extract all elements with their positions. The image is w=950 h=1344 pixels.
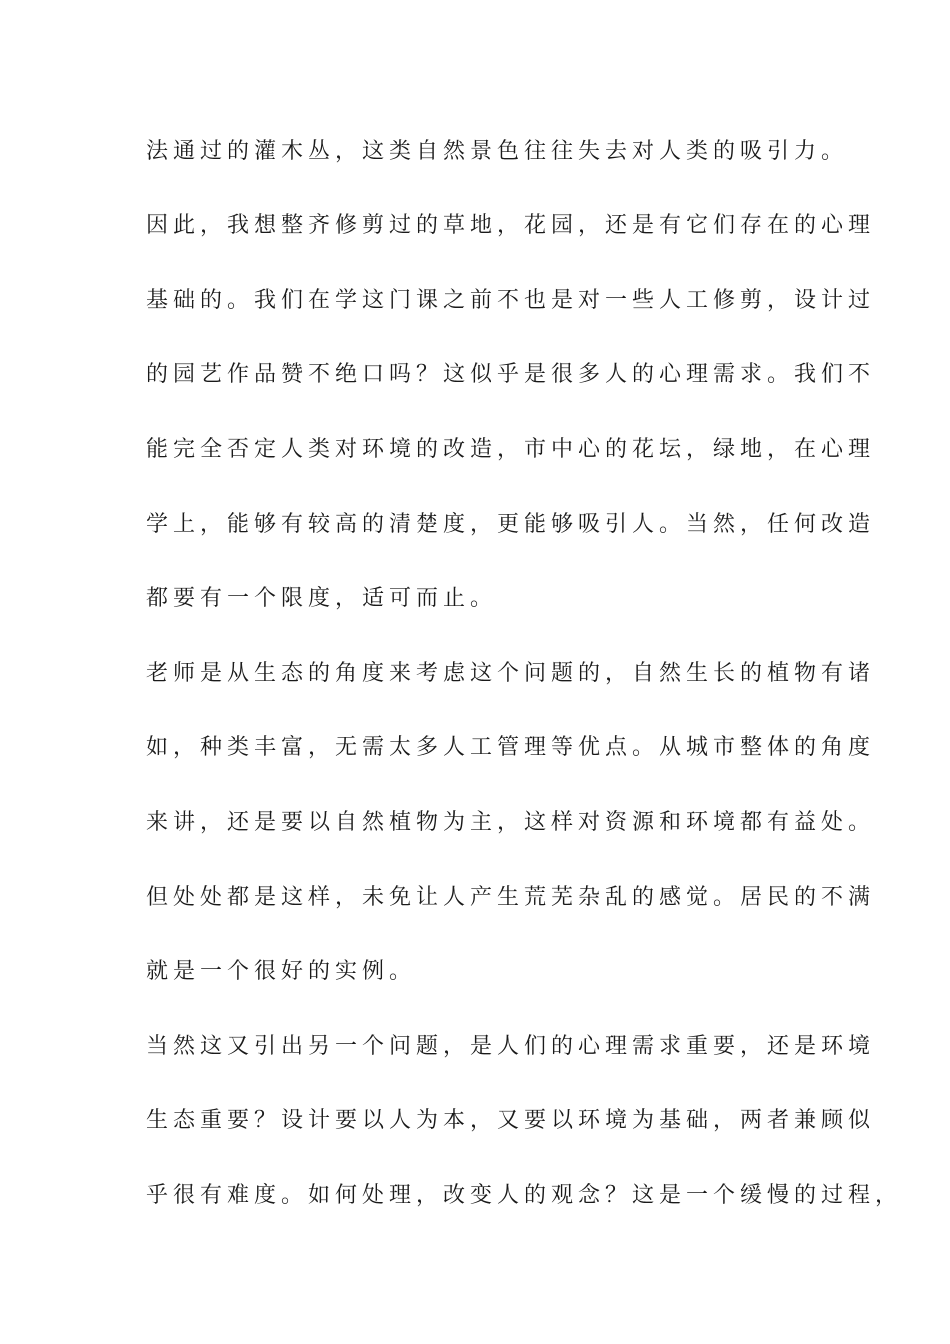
text-line-15: 乎很有难度。如何处理，改变人的观念？这是一个缓慢的过程， — [146, 1183, 903, 1208]
text-line-9: 如，种类丰富，无需太多人工管理等优点。从城市整体的角度 — [146, 735, 876, 760]
text-line-13: 当然这又引出另一个问题，是人们的心理需求重要，还是环境 — [146, 1034, 876, 1059]
text-line-6: 学上，能够有较高的清楚度，更能够吸引人。当然，任何改造 — [146, 512, 876, 537]
text-line-2: 因此，我想整齐修剪过的草地，花园，还是有它们存在的心理 — [146, 213, 876, 238]
text-line-14: 生态重要？设计要以人为本，又要以环境为基础，两者兼顾似 — [146, 1108, 876, 1133]
text-line-8: 老师是从生态的角度来考虑这个问题的，自然生长的植物有诸 — [146, 661, 876, 686]
text-line-11: 但处处都是这样，未免让人产生荒芜杂乱的感觉。居民的不满 — [146, 885, 876, 910]
text-line-1: 法通过的灌木丛，这类自然景色往往失去对人类的吸引力。 — [146, 139, 849, 164]
text-line-5: 能完全否定人类对环境的改造，市中心的花坛，绿地，在心理 — [146, 437, 876, 462]
text-line-4: 的园艺作品赞不绝口吗？这似乎是很多人的心理需求。我们不 — [146, 362, 876, 387]
text-line-3: 基础的。我们在学这门课之前不也是对一些人工修剪，设计过 — [146, 288, 876, 313]
text-line-10: 来讲，还是要以自然植物为主，这样对资源和环境都有益处。 — [146, 810, 876, 835]
text-line-12: 就是一个很好的实例。 — [146, 959, 417, 984]
text-line-7: 都要有一个限度，适可而止。 — [146, 586, 498, 611]
